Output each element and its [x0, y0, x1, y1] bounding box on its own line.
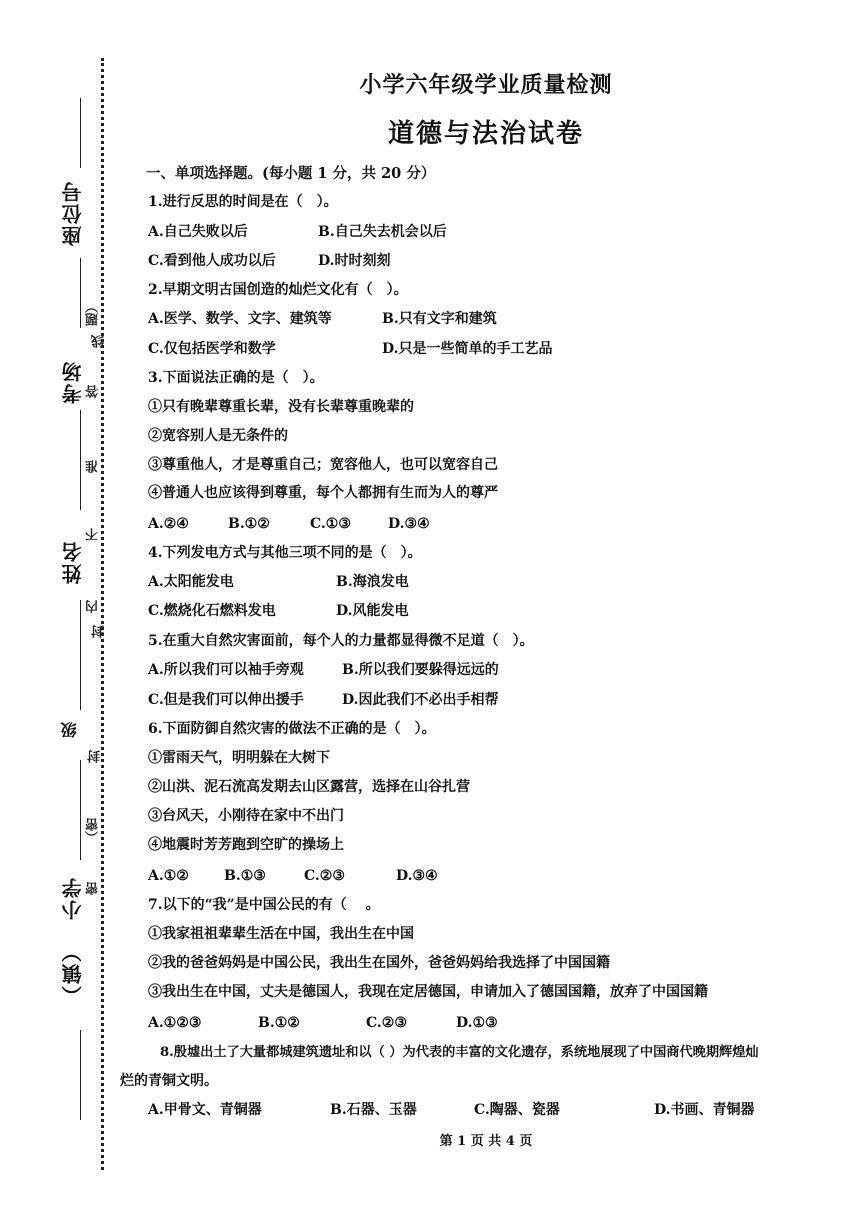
question-stem: 1.进行反思的时间是在（ ）。 — [148, 194, 338, 210]
sealing-char: 不 — [86, 528, 101, 541]
option-a: A.医学、数学、文字、建筑等 — [148, 311, 332, 327]
class-blank-line — [80, 600, 81, 710]
option-b: B.自己失去机会以后 — [318, 224, 447, 240]
option-d: D.③④ — [396, 868, 438, 884]
question-stem: 8.殷墟出土了大量都城建筑遗址和以（ ）为代表的丰富的文化遗存，系统地展现了中国商代晚期辉煌灿 — [160, 1045, 759, 1060]
binding-margin — [0, 0, 112, 1215]
option-d: D.①③ — [456, 1015, 498, 1031]
statement: ①雷雨天气，明明躲在大树下 — [148, 750, 330, 766]
option-a: A.②④ — [148, 516, 189, 532]
school-blank-line — [80, 760, 81, 860]
question-stem-continuation: 烂的青铜文明。 — [120, 1073, 218, 1089]
sealing-char: 线 — [92, 335, 107, 348]
seat-blank-line — [80, 98, 81, 168]
statement: ③我出生在中国，丈夫是德国人，我现在定居德国，申请加入了德国国籍，放弃了中国国籍 — [148, 984, 708, 1000]
name-label: 姓名 — [61, 540, 85, 584]
room-blank-line — [80, 258, 81, 328]
statement: ②宽容别人是无条件的 — [148, 428, 288, 444]
question-stem: 2.早期文明古国创造的灿烂文化有（ ）。 — [148, 282, 408, 298]
question-stem: 4.下列发电方式与其他三项不同的是（ ）。 — [148, 545, 422, 561]
option-a: A.太阳能发电 — [148, 574, 234, 590]
option-c: C.②③ — [304, 868, 345, 884]
statement: ①只有晚辈尊重长辈，没有长辈尊重晚辈的 — [148, 399, 414, 415]
statement: ④地震时芳芳跑到空旷的操场上 — [148, 837, 344, 853]
option-a: A.所以我们可以袖手旁观 — [148, 662, 304, 678]
option-d: D.只是一些简单的手工艺品 — [382, 341, 553, 357]
statement: ③尊重他人，才是尊重自己；宽容他人，也可以宽容自己 — [148, 457, 498, 473]
option-b: B.①③ — [224, 868, 266, 884]
option-d: D.因此我们不必出手相帮 — [342, 692, 499, 708]
town-label: （镇） — [61, 940, 85, 1006]
name-blank-line — [80, 410, 81, 510]
statement: ③台风天，小刚待在家中不出门 — [148, 808, 344, 824]
option-a: A.①②③ — [148, 1015, 202, 1031]
statement: ②山洪、泥石流高发期去山区露营，选择在山谷扎营 — [148, 779, 470, 795]
statement: ④普通人也应该得到尊重，每个人都拥有生而为人的尊严 — [148, 485, 498, 501]
sealing-char: 封 — [88, 750, 103, 763]
room-label: 考场 — [61, 360, 85, 404]
question-stem: 5.在重大自然灾害面前，每个人的力量都显得微不足道（ ）。 — [148, 633, 534, 649]
question-stem: 3.下面说法正确的是（ ）。 — [148, 370, 324, 386]
sealing-char: 准 — [86, 460, 101, 473]
town-blank-line — [80, 1030, 81, 1120]
option-c: C.燃烧化石燃料发电 — [148, 603, 276, 619]
option-b: B.①② — [258, 1015, 300, 1031]
option-c: C.但是我们可以伸出援手 — [148, 692, 304, 708]
option-b: B.海浪发电 — [336, 574, 409, 590]
option-b: B.所以我们要躲得远远的 — [342, 662, 499, 678]
sealing-char: （密 — [86, 818, 101, 844]
statement: ②我的爸爸妈妈是中国公民，我出生在国外，爸爸妈妈给我选择了中国国籍 — [148, 955, 610, 971]
sealing-char: 答 — [86, 385, 101, 398]
option-c: C.①③ — [310, 516, 351, 532]
sealing-char: 题） — [86, 300, 101, 326]
dotted-sealing-line — [101, 58, 104, 1170]
option-b: B.只有文字和建筑 — [382, 311, 497, 327]
school-label: 小学 — [61, 876, 85, 920]
sealing-char: 内 — [86, 600, 101, 613]
option-c: C.②③ — [366, 1015, 407, 1031]
option-d: D.时时刻刻 — [318, 253, 391, 269]
statement: ①我家祖祖辈辈生活在中国，我出生在中国 — [148, 926, 414, 942]
option-b: B.石器、玉器 — [330, 1102, 417, 1118]
option-d: D.③④ — [388, 516, 430, 532]
class-label: 级 — [60, 720, 79, 738]
question-stem: 6.下面防御自然灾害的做法不正确的是（ ）。 — [148, 721, 436, 737]
option-d: D.书画、青铜器 — [654, 1102, 755, 1118]
option-b: B.①② — [228, 516, 270, 532]
option-d: D.风能发电 — [336, 603, 409, 619]
page-number: 第 1 页 共 4 页 — [439, 1134, 533, 1149]
seat-label: 座位号 — [61, 180, 85, 246]
sealing-char: 封 — [92, 625, 107, 638]
section-heading: 一、单项选择题。(每小题 1 分，共 20 分） — [146, 165, 436, 182]
question-stem: 7.以下的“我”是中国公民的有（ 。 — [148, 897, 380, 913]
option-c: C.仅包括医学和数学 — [148, 341, 276, 357]
option-a: A.甲骨文、青铜器 — [148, 1102, 262, 1118]
option-a: A.自己失败以后 — [148, 224, 248, 240]
option-a: A.①② — [148, 868, 189, 884]
option-c: C.看到他人成功以后 — [148, 253, 276, 269]
option-c: C.陶器、瓷器 — [474, 1102, 560, 1118]
exam-subtitle: 道德与法治试卷 — [387, 119, 584, 149]
sealing-char: 密 — [86, 882, 101, 895]
exam-title: 小学六年级学业质量检测 — [359, 73, 613, 98]
